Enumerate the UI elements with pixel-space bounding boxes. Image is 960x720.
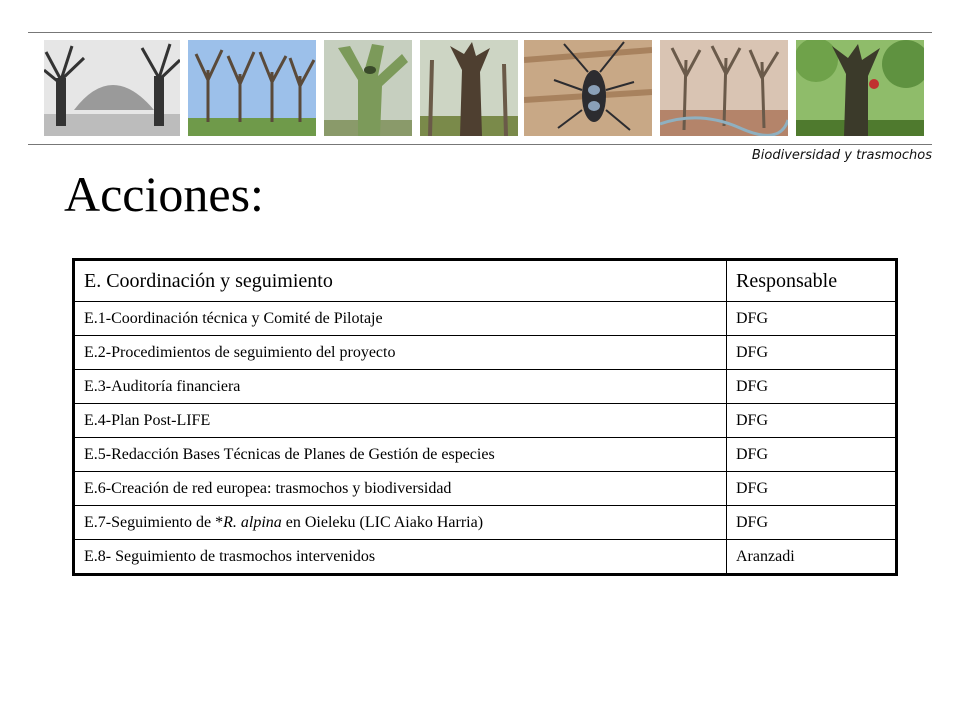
responsible-cell: DFG bbox=[727, 370, 897, 404]
table-row bbox=[74, 302, 897, 336]
table-row bbox=[74, 540, 897, 575]
table-row bbox=[74, 370, 897, 404]
table-row bbox=[74, 472, 897, 506]
photo-old-pollard-in-forest bbox=[420, 40, 518, 136]
photo-rosalia-alpina-beetle bbox=[524, 40, 652, 136]
table-row bbox=[74, 336, 897, 370]
action-cell bbox=[74, 506, 727, 540]
action-text: en Oieleku (LIC Aiako Harria) bbox=[281, 513, 484, 531]
header-rule-top bbox=[28, 32, 932, 33]
responsible-cell: DFG bbox=[727, 506, 897, 540]
action-cell: E.1-Coordinación técnica y Comité de Pilotaje bbox=[74, 302, 727, 336]
responsible-cell: DFG bbox=[727, 472, 897, 506]
header-rule-bottom bbox=[28, 144, 932, 145]
responsible-cell: DFG bbox=[727, 404, 897, 438]
responsible-cell: DFG bbox=[727, 302, 897, 336]
actions-table bbox=[72, 258, 898, 576]
photo-pollard-trees-blue-sky bbox=[188, 40, 316, 136]
action-cell: E.6-Creación de red europea: trasmochos y biodiversidad bbox=[74, 472, 727, 506]
photo-beech-forest-autumn bbox=[660, 40, 788, 136]
action-cell: E.5-Redacción Bases Técnicas de Planes de Gestión de especies bbox=[74, 438, 727, 472]
action-cell: E.2-Procedimientos de seguimiento del proyecto bbox=[74, 336, 727, 370]
header-action: E. Coordinación y seguimiento bbox=[74, 260, 727, 302]
responsible-cell: DFG bbox=[727, 336, 897, 370]
presentation-tag: Biodiversidad y trasmochos bbox=[751, 148, 932, 163]
action-cell: E.4-Plan Post-LIFE bbox=[74, 404, 727, 438]
responsible-cell: DFG bbox=[727, 438, 897, 472]
species-name: R. alpina bbox=[223, 513, 282, 531]
table-row bbox=[74, 506, 897, 540]
photo-bare-pollard-trees-hill bbox=[44, 40, 180, 136]
page-title: Acciones: bbox=[64, 166, 264, 222]
action-cell: E.8- Seguimiento de trasmochos intervenidos bbox=[74, 540, 727, 575]
photo-green-pollard-forest bbox=[796, 40, 924, 136]
action-text: E.7-Seguimiento de * bbox=[84, 513, 224, 531]
responsible-cell: Aranzadi bbox=[727, 540, 897, 575]
table-row bbox=[74, 404, 897, 438]
table-header-row bbox=[74, 260, 897, 302]
action-cell: E.3-Auditoría financiera bbox=[74, 370, 727, 404]
photo-mossy-pollard-trunk bbox=[324, 40, 412, 136]
table-row bbox=[74, 438, 897, 472]
header-responsible: Responsable bbox=[727, 260, 897, 302]
